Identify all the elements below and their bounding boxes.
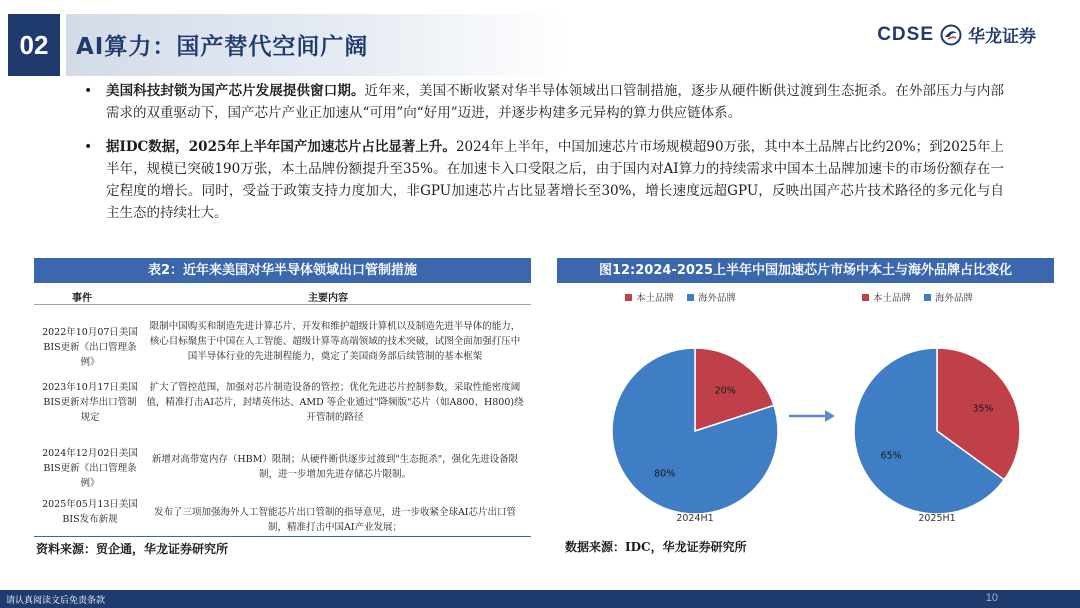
table-bottom-rule [34,536,531,537]
slice-data-label: 35% [972,403,994,415]
bullet-lead: 美国科技封锁为国产芯片发展提供窗口期。 [106,83,365,99]
slice-data-label: 65% [880,450,902,462]
legend-label: 海外品牌 [698,293,737,304]
table-title: 表2：近年来美国对华半导体领域出口管制措施 [34,258,531,283]
page-footer [0,590,1080,608]
bullet-text [106,80,1004,124]
table-cell-content: 发布了三项加强海外人工智能芯片出口管制的指导意见，进一步收紧全球AI芯片出口管制，精准打击中国AI产业发展； [153,507,517,533]
legend-swatch [862,294,869,301]
legend-swatch [687,294,694,301]
legend-swatch [625,294,632,301]
dragon-logo-icon [940,24,962,46]
pie-category-label: 2024H1 [676,513,714,524]
legend-label: 本土品牌 [636,293,675,304]
bullet-item [84,80,1004,124]
page-number: 10 [985,592,998,604]
chart-title: 图12:2024-2025上半年中国加速芯片市场中本土与海外品牌占比变化 [557,258,1054,283]
table-cell-event: 2023年10月17日美国BIS更新对华出口管制规定 [42,382,138,423]
slice-data-label: 80% [654,468,676,480]
bullet-text [106,136,1004,224]
pie-category-label: 2025H1 [918,513,956,524]
page-title: AI算力：国产替代空间广阔 [76,34,369,60]
bullet-list [84,80,1004,236]
table-cell-content: 扩大了管控范围，加强对芯片制造设备的管控；优化先进芯片控制参数，采取性能密度阈值，精准打击AI芯片，封堵英伟达、AMD 等企业通过"降频版"芯片（如A800、H800)绕开管制的路径 [146,382,524,423]
slice-data-label: 20% [714,385,736,397]
bullet-item [84,136,1004,224]
logo-text-cn: 华龙证券 [968,27,1036,47]
table-cell-content: 新增对高带宽内存（HBM）限制；从硬件断供逐步过渡到"生态扼杀"，强化先进设备限制，进一步增加先进存储芯片限制。 [151,454,519,480]
legend-swatch [924,294,931,301]
bullet-lead: 据IDC数据，2025年上半年国产加速芯片占比显著上升。 [106,139,456,155]
table-cell-content: 限制中国购买和制造先进计算芯片、开发和维护超级计算机以及制造先进半导体的能力，核心目标聚焦于中国在人工智能、超级计算等高端领域的技术突破，试图全面加强打压中国半导体行业的先进制程能力，奠定了美国商务部后续管制的基本框架 [149,321,521,362]
company-logo [877,22,1036,47]
table-source: 资料来源：贸企通，华龙证券研究所 [36,542,229,556]
table-cell-event: 2025年05月13日美国BIS发布新规 [42,499,138,525]
section-number: 02 [8,14,60,76]
chart-source: 数据来源：IDC，华龙证券研究所 [565,540,747,554]
bullet-dot-icon: • [84,139,93,155]
arrow-right-icon [825,410,835,422]
table-cell-event: 2024年12月02日美国BIS更新《出口管理条例》 [42,448,138,489]
column-header-content: 主要内容 [308,293,348,304]
bullet-body: 2024年上半年，中国加速芯片市场规模超90万张，其中本土品牌占比约20%；到2025年上半年，规模已突破190万张，本土品牌份额提升至35%。在加速卡入口受限之后，由于国内对AI算力的持续需求中国本土品牌加速卡的市场份额存在一定程度的增长。同时，受益于政策支持力度加大，非GPU加速芯片占比显著增长至30%，增长速度远超GPU，反映出国产芯片技术路径的多元化与自主生态的持续壮大。 [106,139,1004,221]
legend-label: 海外品牌 [935,293,974,304]
slide-header [0,0,1080,74]
table-header-row [34,285,531,305]
bullet-body: 近年来，美国不断收紧对华半导体领域出口管制措施，逐步从硬件断供过渡到生态扼杀。在外部压力与内部需求的双重驱动下，国产芯片产业正加速从“可用”向“好用”迈进，并逐步构建多元异构的算力供应链体系。 [106,83,1004,121]
bullet-dot-icon: • [84,83,93,99]
pie-chart-area [557,285,1054,540]
table-cell-event: 2022年10月07日美国BIS更新《出口管理条例》 [42,327,138,368]
logo-text-en: CDSE [877,23,934,45]
legend-label: 本土品牌 [873,293,912,304]
disclaimer-text: 请认真阅读文后免责条款 [6,596,106,606]
column-header-event: 事件 [72,293,92,304]
